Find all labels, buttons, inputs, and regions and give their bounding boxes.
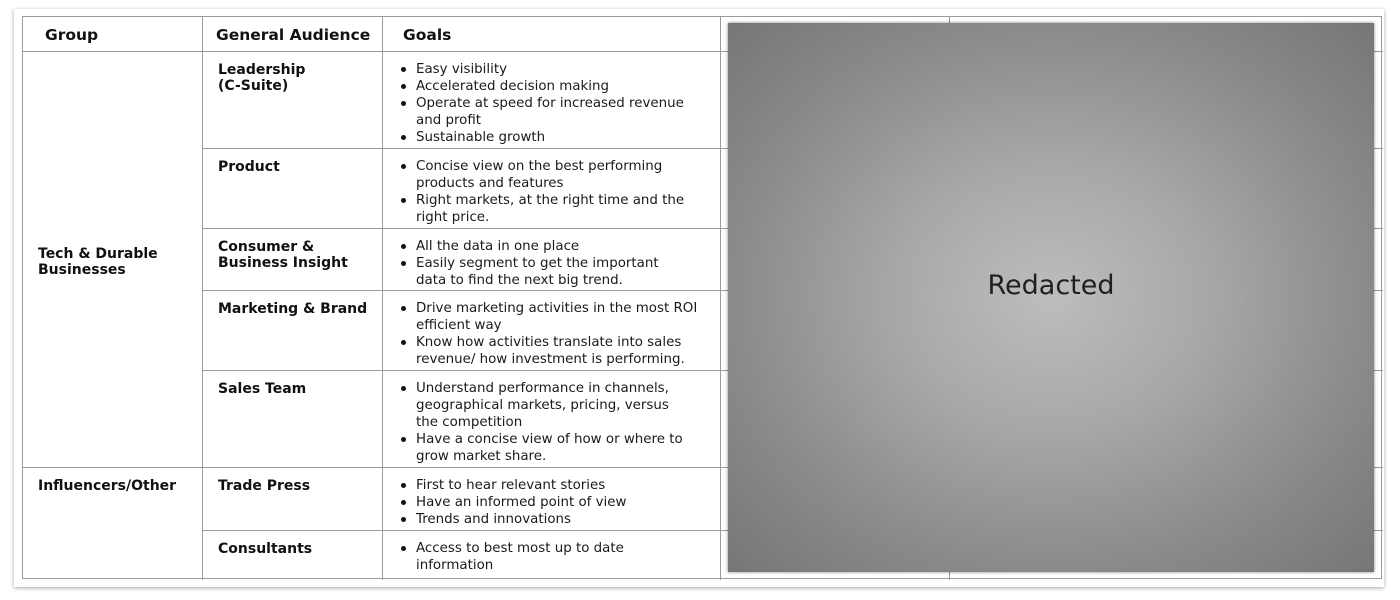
redacted-overlay <box>728 23 1374 572</box>
goal-item: All the data in one place <box>397 238 727 255</box>
group-influencers-other: Influencers/Other <box>38 478 177 494</box>
column-divider <box>382 17 383 580</box>
goals-list-leadership <box>397 61 727 146</box>
header-group: Group <box>45 26 99 44</box>
goals-list-sales-team <box>397 380 727 465</box>
audience-leadership: Leadership (C-Suite) <box>218 62 306 94</box>
audience-product: Product <box>218 159 280 175</box>
audience-sales-team: Sales Team <box>218 381 307 397</box>
goal-item: Concise view on the best performing products and features <box>397 158 727 192</box>
goal-item: Trends and innovations <box>397 511 727 528</box>
group-tech-durable-businesses: Tech & Durable Businesses <box>38 246 158 278</box>
goal-item: Have an informed point of view <box>397 494 727 511</box>
audience-marketing-brand: Marketing & Brand <box>218 301 368 317</box>
goal-item: Know how activities translate into sales revenue/ how investment is performing. <box>397 334 727 368</box>
goals-list-consultants <box>397 540 727 574</box>
goals-list-marketing-brand <box>397 300 727 368</box>
audience-consultants: Consultants <box>218 541 313 557</box>
goal-item: Easily segment to get the important data to find the next big trend. <box>397 255 727 289</box>
goal-item: Have a concise view of how or where to grow market share. <box>397 431 727 465</box>
redacted-label: Redacted <box>987 270 1115 301</box>
goals-list-consumer-business-insight <box>397 238 727 289</box>
goal-item: Access to best most up to date information <box>397 540 727 574</box>
goal-item: Drive marketing activities in the most ROI efficient way <box>397 300 727 334</box>
header-goals: Goals <box>403 26 452 44</box>
header-general-audience: General Audience <box>216 26 371 44</box>
goal-item: Easy visibility <box>397 61 727 78</box>
goal-item: Operate at speed for increased revenue and profit <box>397 95 727 129</box>
audience-trade-press: Trade Press <box>218 478 311 494</box>
audience-goals-table <box>22 16 1382 579</box>
audience-consumer-business-insight: Consumer & Business Insight <box>218 239 348 271</box>
goals-list-trade-press <box>397 477 727 528</box>
column-divider <box>202 17 203 580</box>
goal-item: First to hear relevant stories <box>397 477 727 494</box>
goals-list-product <box>397 158 727 226</box>
goal-item: Sustainable growth <box>397 129 727 146</box>
goal-item: Right markets, at the right time and the right price. <box>397 192 727 226</box>
goal-item: Understand performance in channels, geographical markets, pricing, versus the competition <box>397 380 727 431</box>
goal-item: Accelerated decision making <box>397 78 727 95</box>
